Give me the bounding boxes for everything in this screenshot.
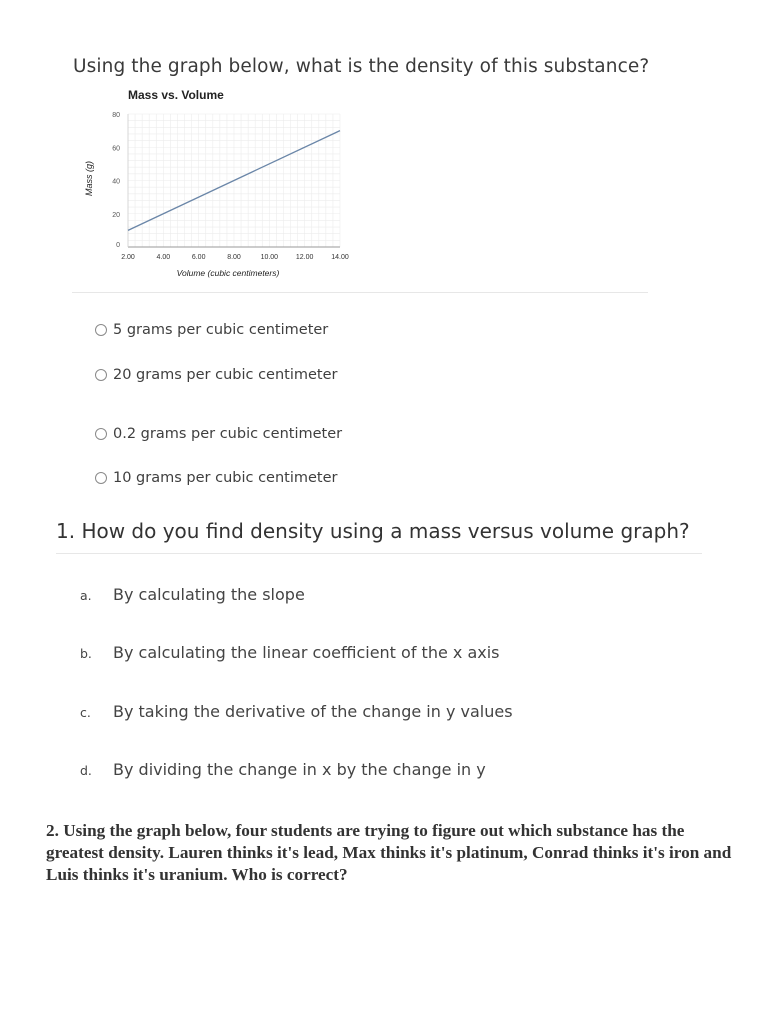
- x-tick-label: 4.00: [156, 254, 171, 261]
- radio-button-icon[interactable]: [95, 369, 107, 381]
- chart-title: Mass vs. Volume: [128, 88, 224, 102]
- choice-text: By calculating the slope: [113, 585, 305, 604]
- choice-text: By calculating the linear coefficient of the x axis: [113, 643, 500, 662]
- answer-option-label: 5 grams per cubic centimeter: [113, 322, 329, 338]
- answer-option-label: 0.2 grams per cubic centimeter: [113, 426, 343, 442]
- answer-option-label: 10 grams per cubic centimeter: [113, 470, 338, 486]
- y-tick-label: 40: [112, 178, 120, 186]
- y-tick-label: 80: [112, 112, 120, 119]
- answer-option-label: 20 grams per cubic centimeter: [113, 367, 338, 383]
- answer-option-3[interactable]: [95, 426, 342, 442]
- divider-top: [72, 292, 648, 293]
- x-axis-label: Volume (cubic centimeters): [176, 268, 280, 278]
- choice-letter: b.: [80, 646, 92, 661]
- answer-option-2[interactable]: [95, 367, 337, 383]
- question-title: Using the graph below, what is the density of this substance?: [73, 56, 650, 77]
- y-tick-label: 0: [116, 242, 120, 249]
- x-tick-label: 2.00: [121, 254, 135, 261]
- question-2-text: 2. Using the graph below, four students are trying to figure out which substance has the greatest density. Lauren thinks it's lead, Max thinks it's platinum, Conrad thinks it's iron and Luis thinks it's uranium. Who is correct?: [46, 821, 732, 884]
- x-tick-label: 12.00: [295, 254, 314, 261]
- choice-letter: c.: [80, 705, 91, 720]
- choice-letter: a.: [80, 588, 92, 603]
- x-tick-label: 14.00: [331, 254, 349, 261]
- choice-b: [80, 643, 500, 662]
- question-1-title: 1. How do you find density using a mass versus volume graph?: [56, 519, 690, 543]
- radio-button-icon[interactable]: [95, 472, 107, 484]
- choice-d: [80, 760, 486, 779]
- choice-letter: d.: [80, 763, 92, 778]
- y-axis-label: Mass (g): [84, 160, 94, 197]
- divider-question-1: [56, 553, 702, 554]
- x-tick-label: 6.00: [191, 254, 206, 261]
- answer-option-4[interactable]: [95, 470, 337, 486]
- choice-c: [80, 702, 513, 721]
- x-tick-label: 8.00: [227, 254, 241, 261]
- choice-a: [80, 585, 305, 604]
- x-tick-label: 10.00: [260, 254, 279, 261]
- radio-button-icon[interactable]: [95, 428, 107, 440]
- y-tick-label: 20: [112, 211, 120, 219]
- mass-volume-chart: [72, 84, 362, 284]
- choice-text: By dividing the change in x by the change in y: [113, 760, 486, 779]
- answer-option-1[interactable]: [95, 322, 328, 338]
- radio-button-icon[interactable]: [95, 324, 107, 336]
- choice-text: By taking the derivative of the change in y values: [113, 702, 513, 721]
- y-tick-label: 60: [112, 145, 120, 153]
